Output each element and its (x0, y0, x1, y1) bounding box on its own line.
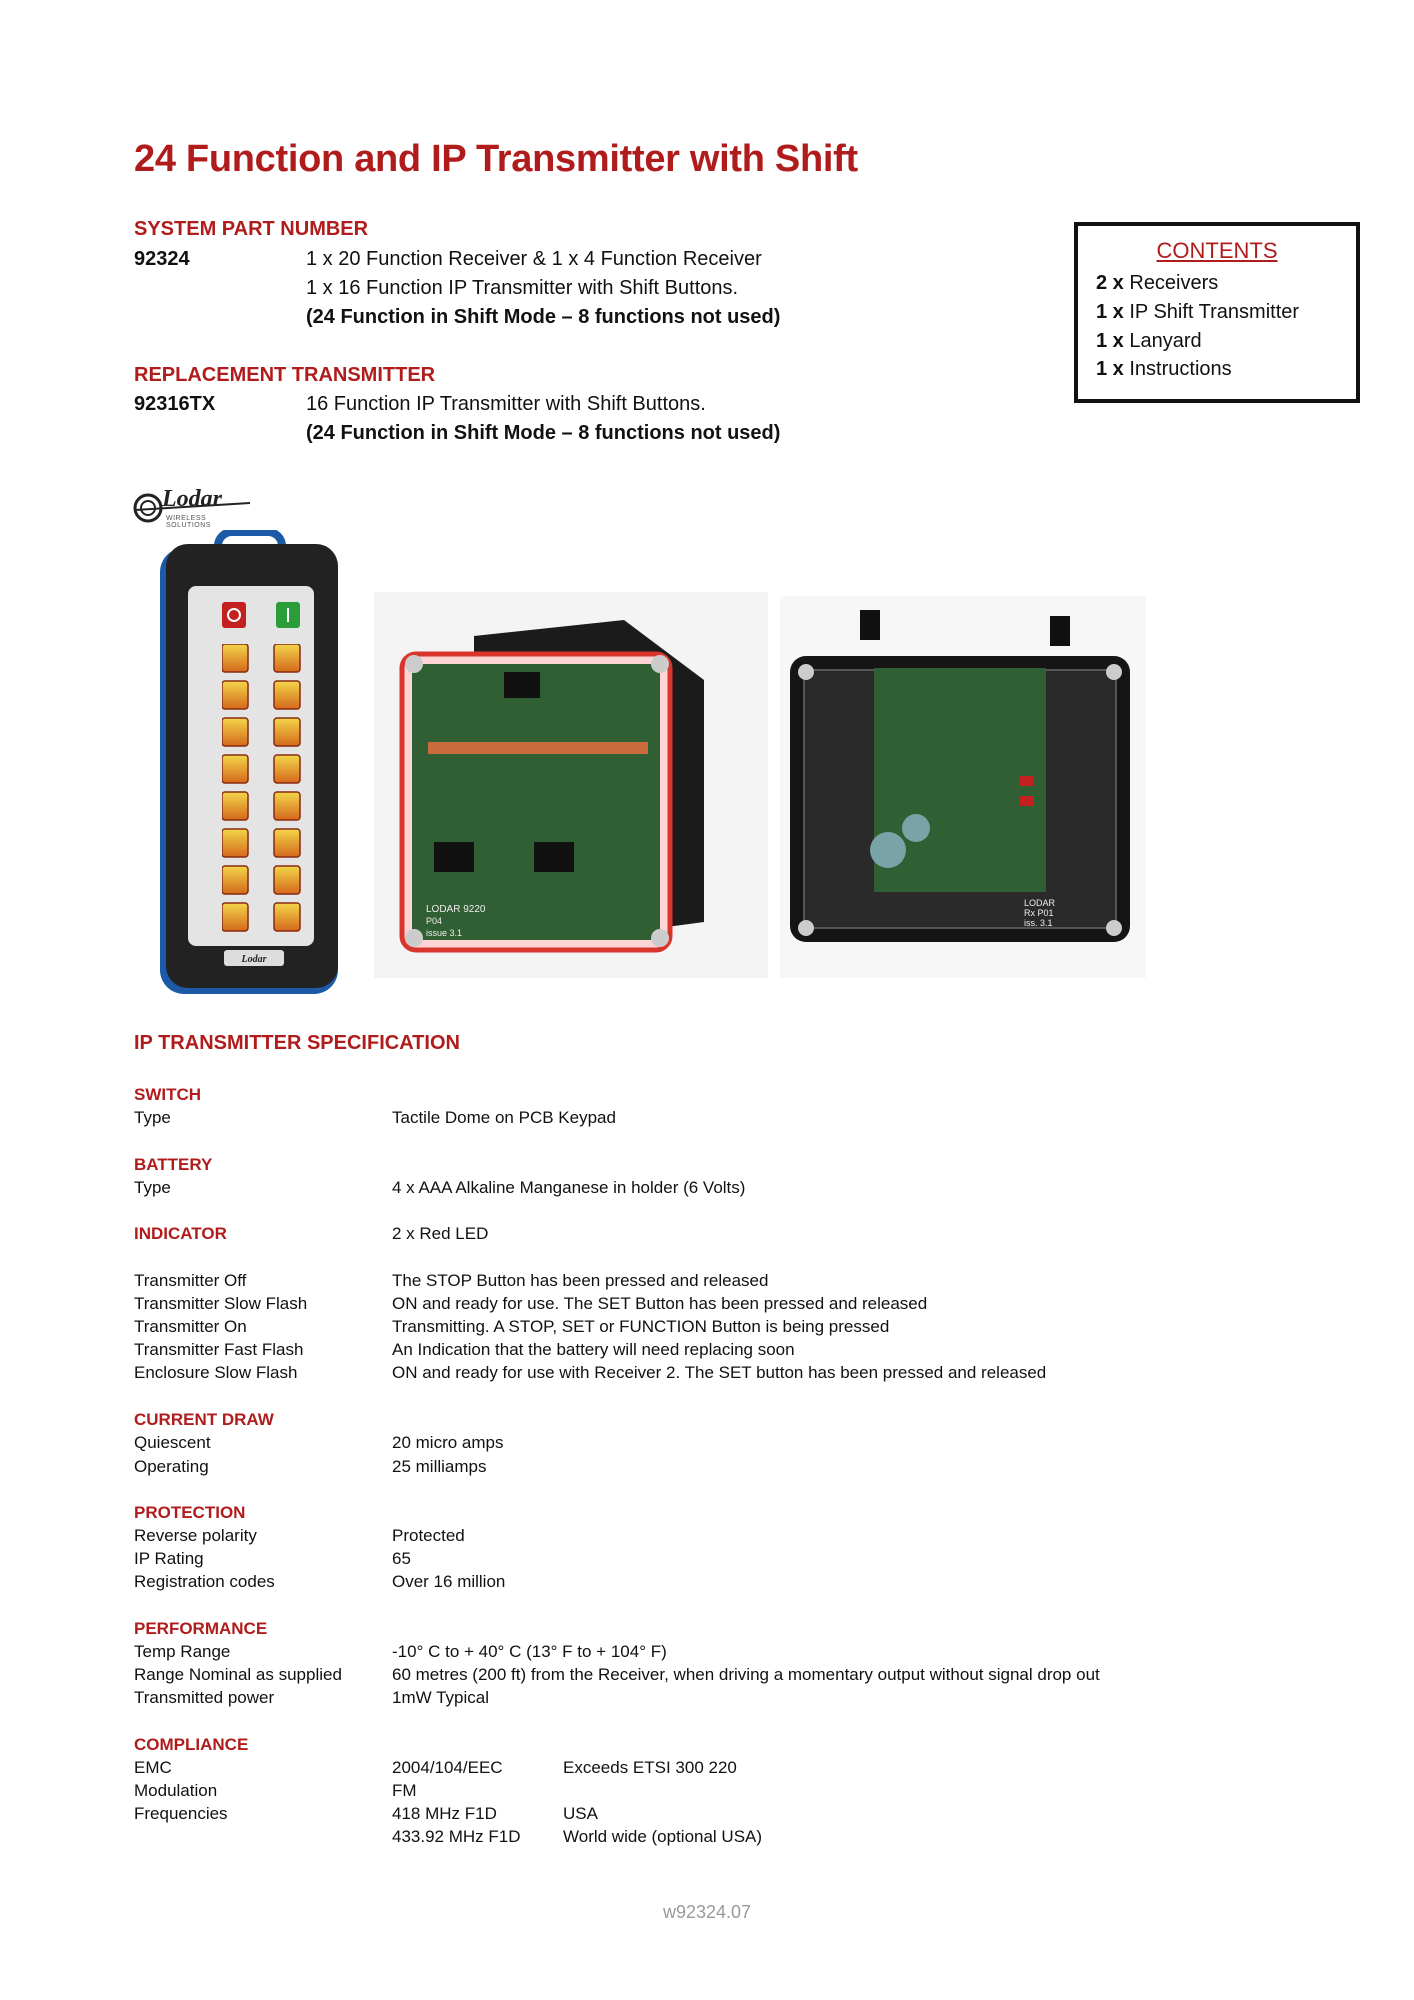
spec-value: The STOP Button has been pressed and released (392, 1271, 769, 1290)
spec-value: -10° C to + 40° C (13° F to + 104° F) (392, 1642, 667, 1661)
spec-value: An Indication that the battery will need replacing soon (392, 1340, 795, 1359)
spec-label: Quiescent (134, 1433, 211, 1452)
function-button (274, 866, 300, 894)
spec-section-indicator: INDICATOR (134, 1224, 227, 1243)
contents-box (1074, 222, 1360, 403)
spec-label: Type (134, 1108, 171, 1127)
spec-extra: World wide (optional USA) (563, 1827, 763, 1846)
function-button (222, 866, 248, 894)
spec-value: 65 (392, 1549, 411, 1568)
contents-title: CONTENTS (1156, 238, 1278, 263)
spec-label: Transmitter Slow Flash (134, 1294, 308, 1313)
function-button (222, 903, 248, 931)
system-line-1: 1 x 20 Function Receiver & 1 x 4 Function Receiver (306, 248, 762, 270)
spec-section-protection: PROTECTION (134, 1503, 246, 1522)
system-line-3: (24 Function in Shift Mode – 8 functions not used) (306, 306, 781, 328)
contents-item: 1 x Instructions (1096, 358, 1232, 380)
spec-value: 418 MHz F1D (392, 1804, 497, 1823)
receiver-4-function-image (780, 596, 1146, 978)
function-button (222, 829, 248, 857)
spec-label: Modulation (134, 1781, 218, 1800)
svg-text:iss. 3.1: iss. 3.1 (1024, 918, 1053, 928)
function-button (222, 718, 248, 746)
function-buttons (222, 644, 302, 944)
spec-value: ON and ready for use with Receiver 2. The SET button has been pressed and released (392, 1363, 1047, 1382)
spec-heading: IP TRANSMITTER SPECIFICATION (134, 1032, 460, 1054)
svg-text:Lodar: Lodar (241, 954, 267, 965)
spec-label: Registration codes (134, 1572, 275, 1591)
lodar-logo: Lodar WIRELESS SOLUTIONS (132, 484, 252, 528)
spec-label: Transmitter Fast Flash (134, 1340, 304, 1359)
contents-item: 1 x Lanyard (1096, 330, 1202, 352)
spec-value: 25 milliamps (392, 1457, 487, 1476)
transmitter-buttons (222, 644, 302, 949)
replacement-line-1: 16 Function IP Transmitter with Shift Buttons. (306, 393, 706, 415)
spec-value: ON and ready for use. The SET Button has been pressed and released (392, 1294, 928, 1313)
svg-text:Rx P01: Rx P01 (1024, 908, 1054, 918)
function-button (274, 755, 300, 783)
spec-label: IP Rating (134, 1549, 204, 1568)
spec-label: Frequencies (134, 1804, 228, 1823)
spec-label: Operating (134, 1457, 209, 1476)
spec-value: 60 metres (200 ft) from the Receiver, when driving a momentary output without signal drop out (392, 1665, 1100, 1684)
spec-value: 1mW Typical (392, 1688, 489, 1707)
function-button (274, 644, 300, 672)
spec-value: 2004/104/EEC (392, 1758, 503, 1777)
spec-section-current: CURRENT DRAW (134, 1410, 274, 1429)
system-part-number: 92324 (134, 248, 190, 270)
spec-label: Enclosure Slow Flash (134, 1363, 298, 1382)
svg-text:P04: P04 (426, 916, 443, 926)
system-part-heading: SYSTEM PART NUMBER (134, 218, 369, 240)
spec-section-compliance: COMPLIANCE (134, 1735, 249, 1754)
spec-value: FM (392, 1781, 417, 1800)
function-button (222, 792, 248, 820)
spec-value: Tactile Dome on PCB Keypad (392, 1108, 616, 1127)
spec-section-switch: SWITCH (134, 1085, 202, 1104)
spec-label: Reverse polarity (134, 1526, 257, 1545)
spec-section-performance: PERFORMANCE (134, 1619, 268, 1638)
page-title: 24 Function and IP Transmitter with Shift (134, 138, 858, 180)
spec-value: Protected (392, 1526, 465, 1545)
replacement-part-number: 92316TX (134, 393, 216, 415)
spec-value: 4 x AAA Alkaline Manganese in holder (6 Volts) (392, 1178, 746, 1197)
function-button (274, 792, 300, 820)
contents-item: 2 x Receivers (1096, 272, 1219, 294)
svg-text:LODAR 9220: LODAR 9220 (426, 904, 486, 915)
transmitter-image (158, 530, 342, 998)
spec-value: 433.92 MHz F1D (392, 1827, 521, 1846)
system-line-2: 1 x 16 Function IP Transmitter with Shift Buttons. (306, 277, 739, 299)
replacement-line-2: (24 Function in Shift Mode – 8 functions not used) (306, 422, 781, 444)
function-button (274, 829, 300, 857)
function-button (274, 718, 300, 746)
spec-section-battery: BATTERY (134, 1155, 213, 1174)
svg-text:issue 3.1: issue 3.1 (426, 928, 463, 938)
function-button (274, 681, 300, 709)
svg-text:LODAR: LODAR (1024, 898, 1056, 908)
function-button (222, 644, 248, 672)
spec-label: Temp Range (134, 1642, 231, 1661)
function-button (274, 903, 300, 931)
spec-value: Over 16 million (392, 1572, 506, 1591)
spec-value: Transmitting. A STOP, SET or FUNCTION Button is being pressed (392, 1317, 890, 1336)
document-code: w92324.07 (662, 1902, 752, 1922)
spec-value: 20 micro amps (392, 1433, 504, 1452)
spec-value: 2 x Red LED (392, 1224, 489, 1243)
spec-label: Transmitted power (134, 1688, 275, 1707)
spec-label: Transmitter On (134, 1317, 247, 1336)
contents-item: 1 x IP Shift Transmitter (1096, 301, 1300, 323)
function-button (222, 681, 248, 709)
spec-label: Transmitter Off (134, 1271, 247, 1290)
replacement-heading: REPLACEMENT TRANSMITTER (134, 364, 436, 386)
spec-extra: USA (563, 1804, 598, 1823)
spec-extra: Exceeds ETSI 300 220 (563, 1758, 737, 1777)
spec-label: EMC (134, 1758, 172, 1777)
spec-label: Range Nominal as supplied (134, 1665, 342, 1684)
receiver-20-function-image (374, 592, 768, 978)
function-button (222, 755, 248, 783)
spec-label: Type (134, 1178, 171, 1197)
